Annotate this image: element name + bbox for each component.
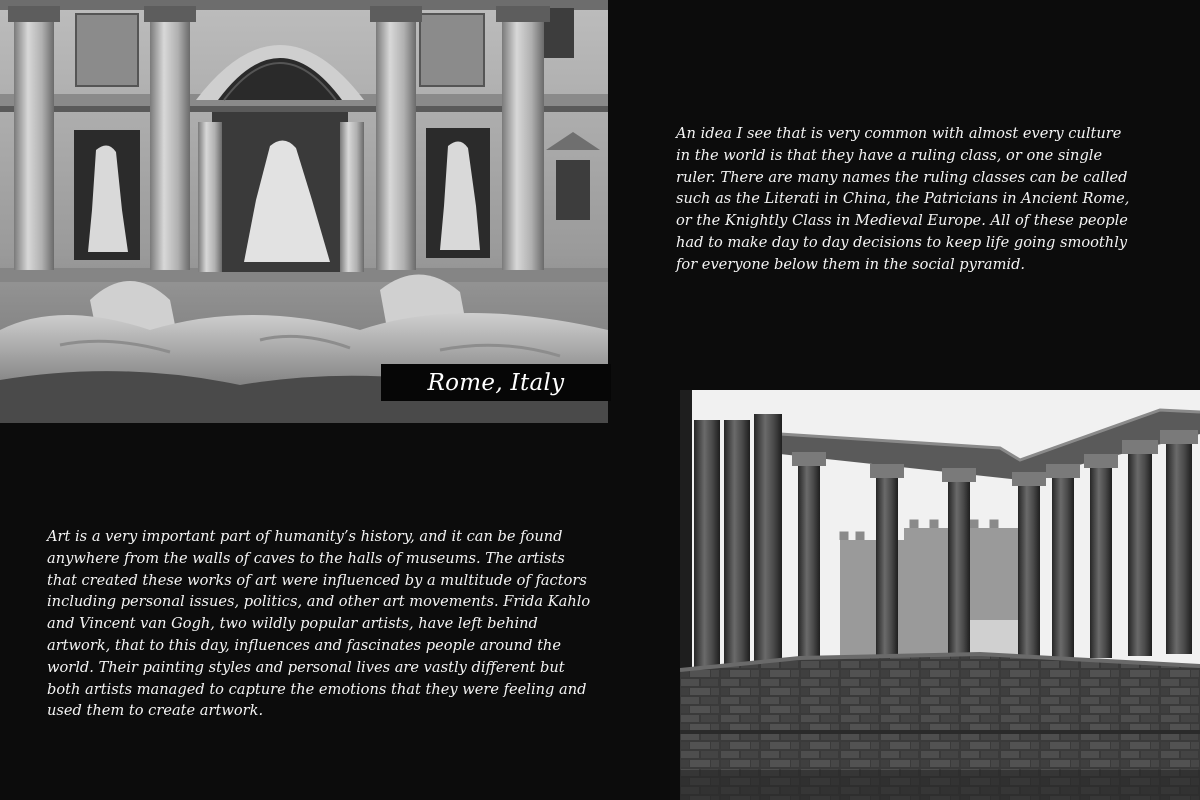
fountain-illustration (0, 0, 608, 423)
location-caption-box (381, 364, 611, 401)
art-history-paragraph: Art is a very important part of humanity’s history, and it can be found anywhere from the walls of caves to the halls of museums. The artists that created these works of art were influenced by a multitude of factors including personal issues, politics, and other art movements. Frida Kahlo and Vincent van Gogh, two wildly popular artists, have left behind artwork, that to this day, influences and fascinates people around the world. Their painting styles and personal lives are vastly different but both artists managed to capture the emotions that they were feeling and used them to create artwork. (47, 528, 591, 720)
location-caption: Rome, Italy (427, 369, 565, 396)
temple-photo (680, 390, 1200, 800)
ruling-class-paragraph: An idea I see that is very common with almost every culture in the world is that they have a ruling class, or one single ruler. There are many names the ruling classes can be called such as the Literati in China, the Patricians in Ancient Rome, or the Knightly Class in Medieval Europe. All of these people had to make day to day decisions to keep life going smoothly for everyone below them in the social pyramid. (676, 125, 1130, 273)
fountain-photo (0, 0, 608, 423)
temple-illustration (680, 390, 1200, 800)
